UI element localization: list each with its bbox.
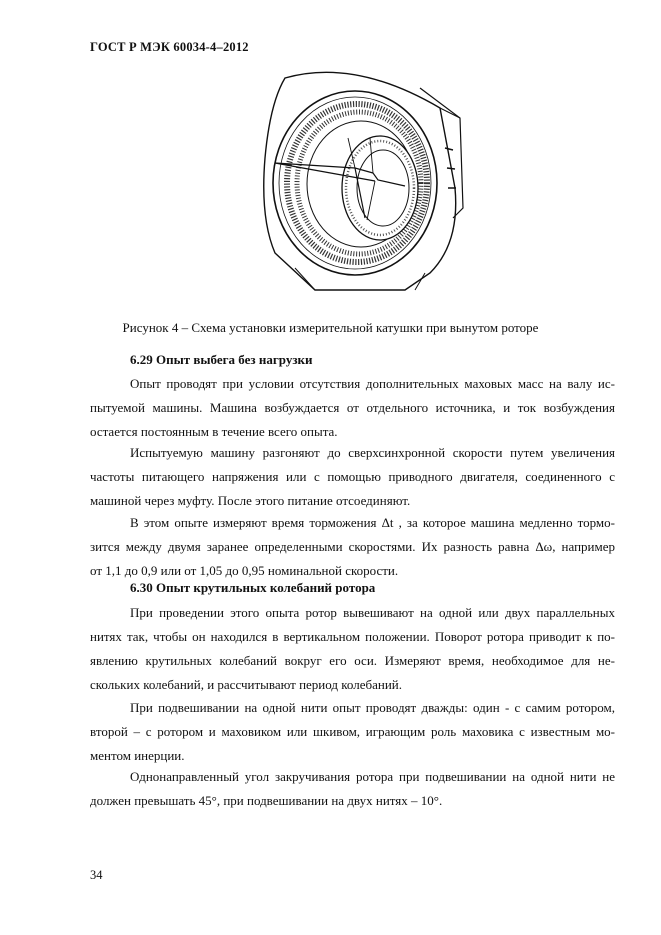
- document-header: ГОСТ Р МЭК 60034-4–2012: [90, 40, 249, 54]
- section-6-29-paragraph-1: Опыт проводят при условии отсутствия дополнительных маховых масс на валу ис- пытуемой машины. Машина возбуждается от отдельного источника, и ток возбуждения остается постоянным в течение всего опыта.: [90, 376, 615, 439]
- stator-coil-figure: [255, 68, 470, 298]
- section-6-30-paragraph-2: При подвешивании на одной нити опыт проводят дважды: один - с самим ротором, второй – с ротором и маховиком или шкивом, играющим роль маховика с известным мо- ментом инерции.: [90, 700, 615, 763]
- figure-caption: Рисунок 4 – Схема установки измерительной катушки при вынутом роторе: [122, 320, 539, 335]
- section-6-30-paragraph-1: При проведении этого опыта ротор вывешивают на одной или двух параллельных нитях так, чтобы он находился в вертикальном положении. Поворот ротора приводит к по- явлению крутильных колебаний вокруг его оси. Измеряют время, необходимое для не- скольких колебаний, и рассчитывают период колебаний.: [90, 605, 615, 692]
- section-6-30-paragraph-3: Однонаправленный угол закручивания ротора при подвешивании на одной нити не должен превышать 45°, при подвешивании на двух нитях – 10°.: [90, 769, 615, 808]
- section-6-29-heading: 6.29 Опыт выбега без нагрузки: [130, 352, 313, 367]
- section-6-29-paragraph-3: В этом опыте измеряют время торможения Δt , за которое машина медленно тормо- зится между двумя заранее определенными скоростями. Их разность равна Δω, например от 1,1 до 0,9 или от 1,05 до 0,95 номинальной скорости.: [90, 515, 615, 578]
- section-6-29-paragraph-2: Испытуемую машину разгоняют до сверхсинхронной скорости путем увеличения частоты питающего напряжения или с помощью приводного двигателя, соединенного с машиной через муфту. После этого питание отсоединяют.: [90, 445, 615, 508]
- section-6-30-heading: 6.30 Опыт крутильных колебаний ротора: [130, 580, 376, 595]
- page-number: 34: [90, 868, 103, 882]
